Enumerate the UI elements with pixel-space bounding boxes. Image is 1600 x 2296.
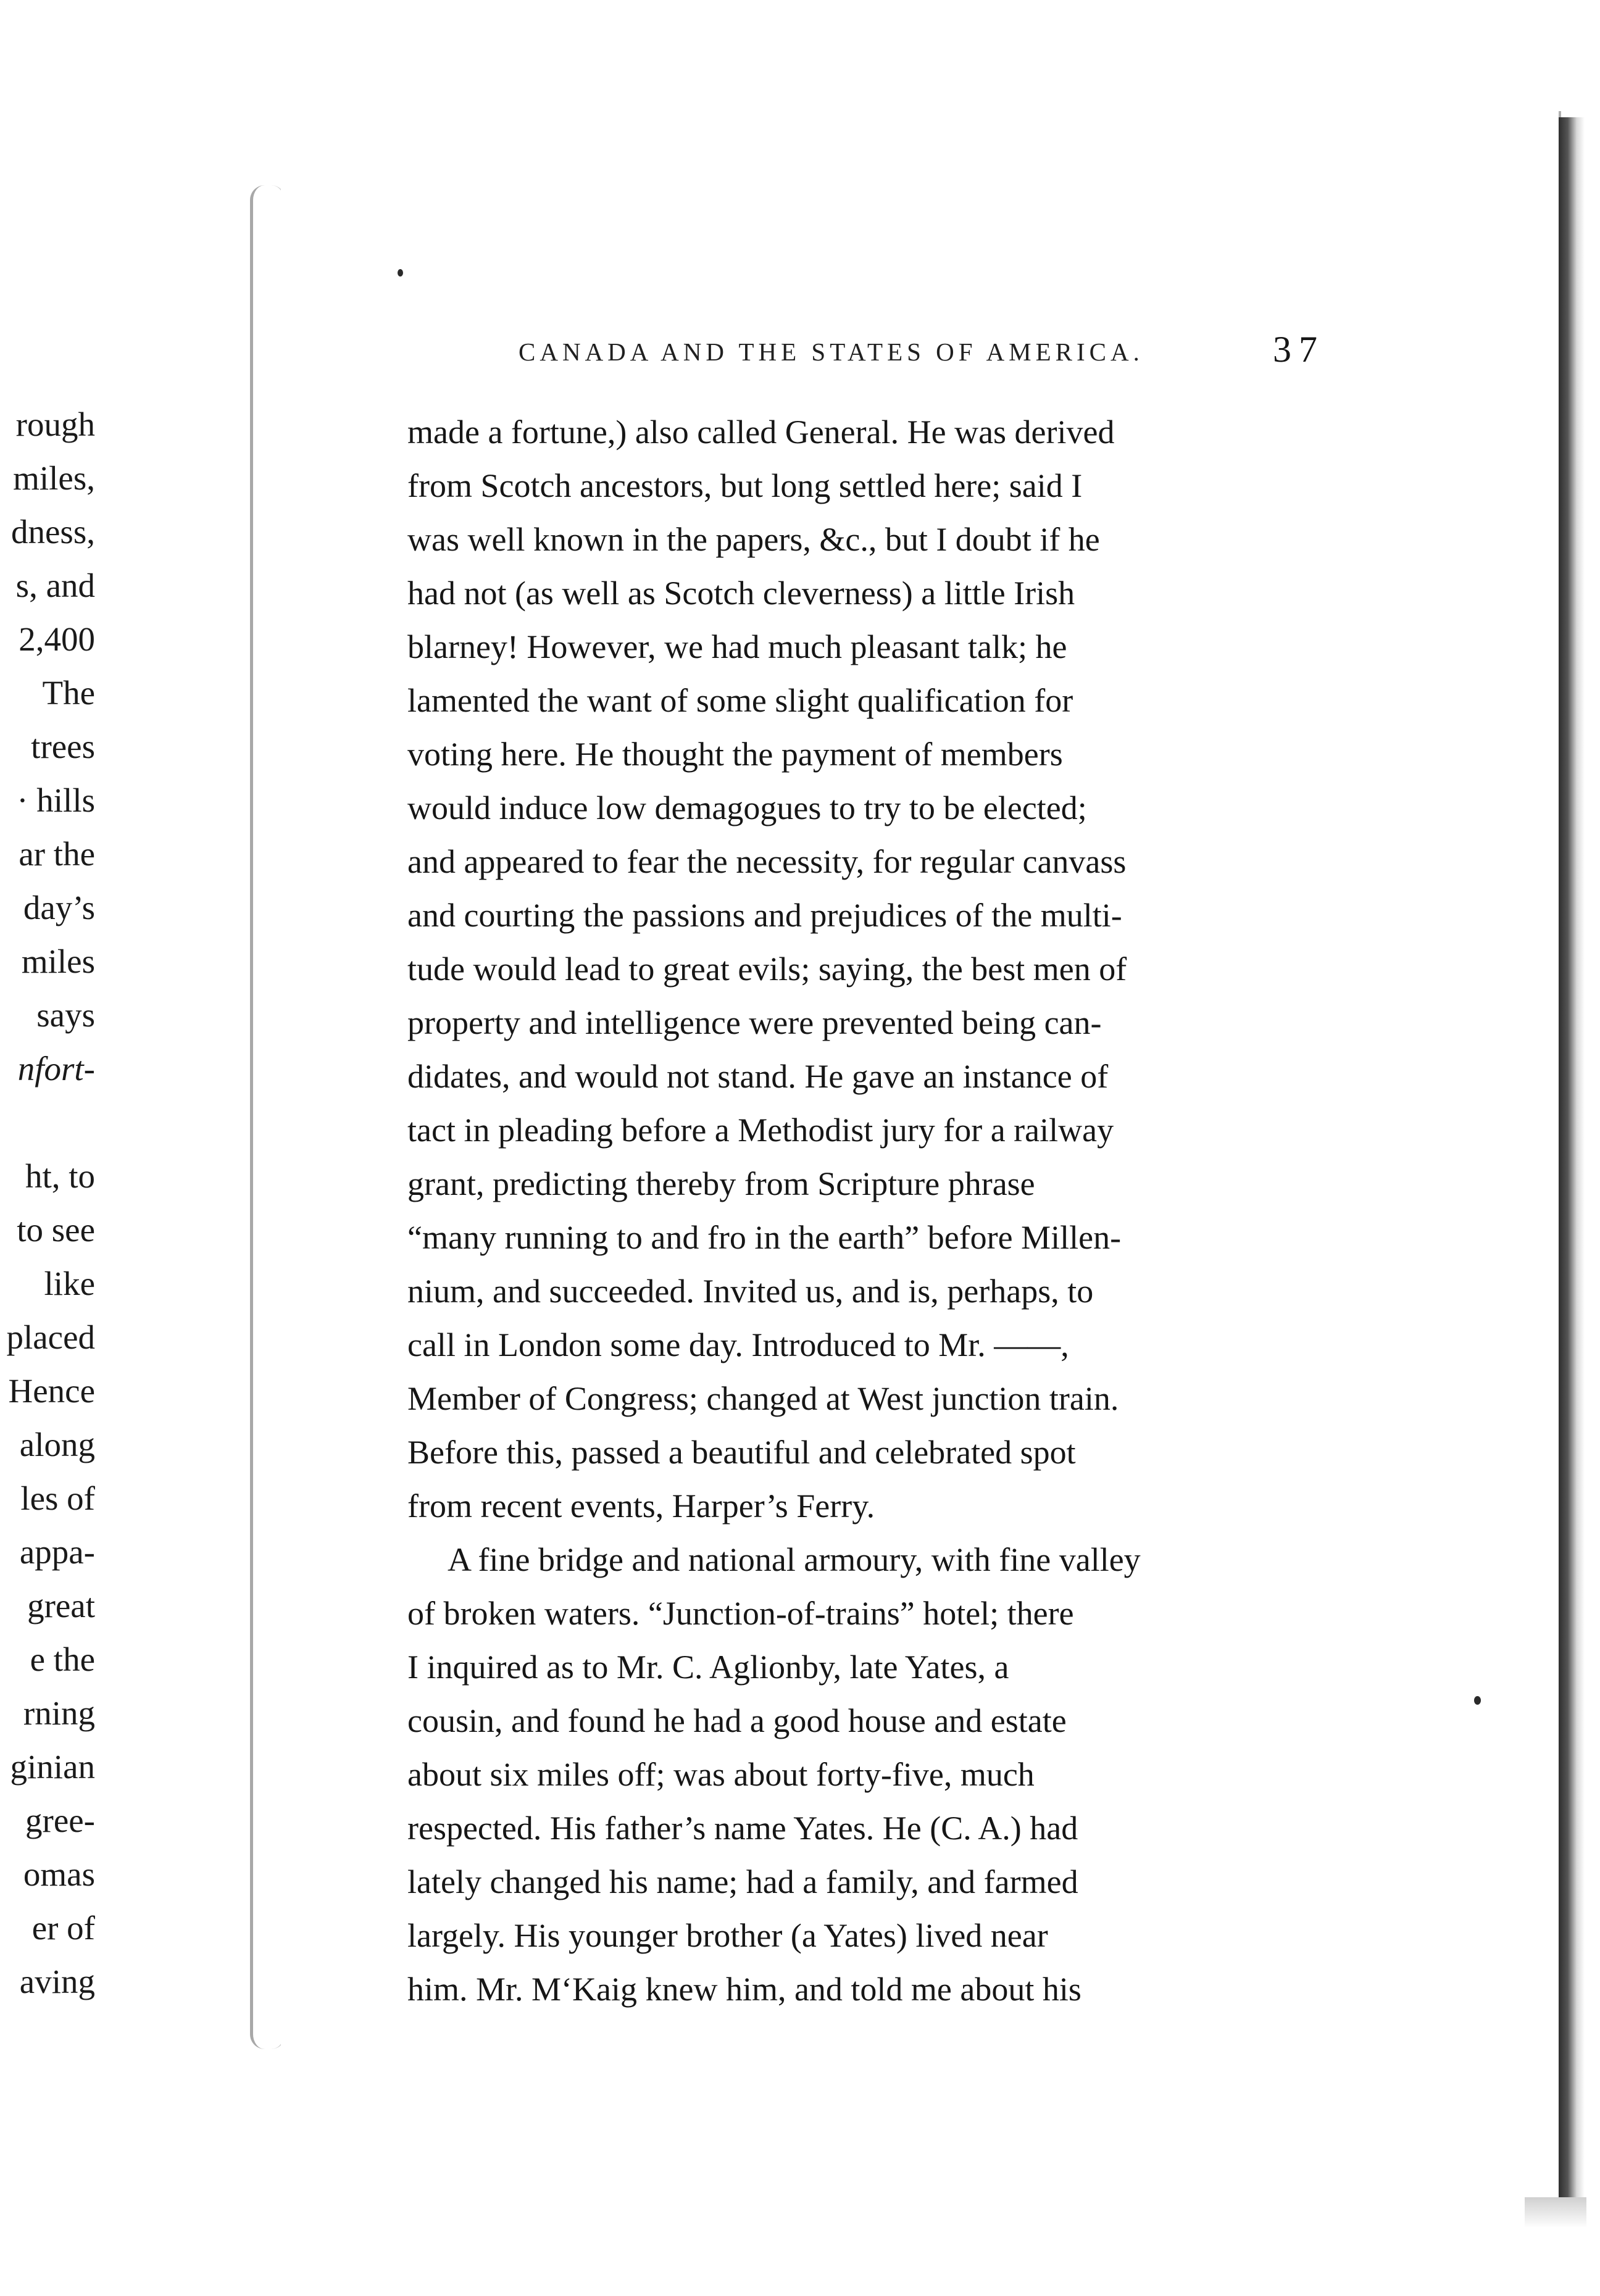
left-page-fragment: gree-	[25, 1802, 95, 1839]
text-line: call in London some day. Introduced to Mr. ——,	[407, 1326, 1069, 1363]
text-line: would induce low demagogues to try to be elected;	[407, 789, 1087, 826]
text-line: property and intelligence were prevented being can-	[407, 1004, 1102, 1041]
left-page-fragment: · hills	[17, 781, 95, 819]
left-page-fragment: trees	[31, 728, 95, 765]
left-page-fragment: miles	[21, 942, 95, 980]
left-page-fragment: along	[19, 1426, 95, 1463]
left-page-fragment: rough	[15, 406, 95, 443]
text-line: him. Mr. M‘Kaig knew him, and told me about his	[407, 1971, 1081, 2008]
text-line: was well known in the papers, &c., but I doubt if he	[407, 521, 1100, 558]
left-page-fragment: to see	[17, 1211, 95, 1249]
left-page-fragment: miles,	[13, 459, 95, 497]
text-line: blarney! However, we had much pleasant talk; he	[407, 628, 1067, 665]
ink-speck	[1474, 1696, 1481, 1705]
text-line: didates, and would not stand. He gave an instance of	[407, 1058, 1109, 1095]
text-line: Before this, passed a beautiful and celebrated spot	[407, 1434, 1076, 1471]
left-page-fragment: appa-	[19, 1533, 95, 1571]
text-line: about six miles off; was about forty-five, much	[407, 1756, 1035, 1793]
text-line: lately changed his name; had a family, and farmed	[407, 1863, 1078, 1900]
running-head-title: CANADA AND THE STATES OF AMERICA.	[519, 338, 1144, 366]
left-page-cropped	[0, 0, 272, 2296]
text-line: and courting the passions and prejudices of the multi-	[407, 897, 1122, 934]
page-number: 37	[1273, 329, 1325, 370]
left-page-fragment: e the	[30, 1641, 95, 1678]
left-page-fragment: Hence	[8, 1372, 95, 1410]
page-edge-shadow	[1559, 117, 1585, 2216]
text-line: had not (as well as Scotch cleverness) a little Irish	[407, 575, 1075, 612]
left-page-fragment: ht, to	[25, 1157, 95, 1195]
left-page-fragment: er of	[31, 1909, 95, 1947]
left-page-fragment: great	[27, 1587, 95, 1624]
text-line: and appeared to fear the necessity, for regular canvass	[407, 843, 1127, 880]
text-line: grant, predicting thereby from Scripture phrase	[407, 1165, 1035, 1202]
left-page-fragment: dness,	[11, 513, 95, 551]
left-page-fragment: The	[42, 674, 95, 712]
left-page-fragment: s, and	[15, 567, 95, 604]
text-line: cousin, and found he had a good house and estate	[407, 1702, 1067, 1739]
left-page-fragment: ar the	[19, 835, 95, 873]
text-line: of broken waters. “Junction-of-trains” hotel; there	[407, 1595, 1074, 1632]
text-line: A fine bridge and national armoury, with fine valley	[448, 1541, 1141, 1578]
left-page-fragment: nfort-	[17, 1050, 95, 1088]
left-page-fragment: says	[36, 996, 95, 1034]
text-line: from recent events, Harper’s Ferry.	[407, 1487, 875, 1524]
text-line: largely. His younger brother (a Yates) lived near	[407, 1917, 1048, 1954]
left-page-fragment: omas	[23, 1855, 95, 1893]
left-page-fragment: ginian	[10, 1748, 95, 1786]
left-page-fragment: placed	[6, 1318, 95, 1356]
left-page-fragment: day’s	[23, 889, 95, 926]
text-line: made a fortune,) also called General. He was derived	[407, 414, 1115, 451]
left-page-fragment: like	[44, 1265, 95, 1302]
text-line: lamented the want of some slight qualification for	[407, 682, 1073, 719]
text-line: from Scotch ancestors, but long settled here; said I	[407, 467, 1083, 504]
text-line: I inquired as to Mr. C. Aglionby, late Yates, a	[407, 1649, 1009, 1686]
text-line: tact in pleading before a Methodist jury for a railway	[407, 1112, 1114, 1149]
left-page-fragment: rning	[23, 1694, 95, 1732]
text-line: respected. His father’s name Yates. He (C. A.) had	[407, 1810, 1078, 1847]
left-page-fragment: les of	[20, 1479, 95, 1517]
text-line: voting here. He thought the payment of members	[407, 736, 1063, 773]
ink-speck	[398, 269, 403, 277]
text-line: tude would lead to great evils; saying, the best men of	[407, 950, 1127, 988]
page-corner-shadow	[1525, 2197, 1586, 2228]
left-page-fragment: 2,400	[19, 620, 95, 658]
text-line: nium, and succeeded. Invited us, and is, perhaps, to	[407, 1273, 1094, 1310]
text-line: “many running to and fro in the earth” before Millen-	[407, 1219, 1122, 1256]
text-line: Member of Congress; changed at West junction train.	[407, 1380, 1119, 1417]
left-page-fragment: aving	[19, 1963, 95, 2000]
